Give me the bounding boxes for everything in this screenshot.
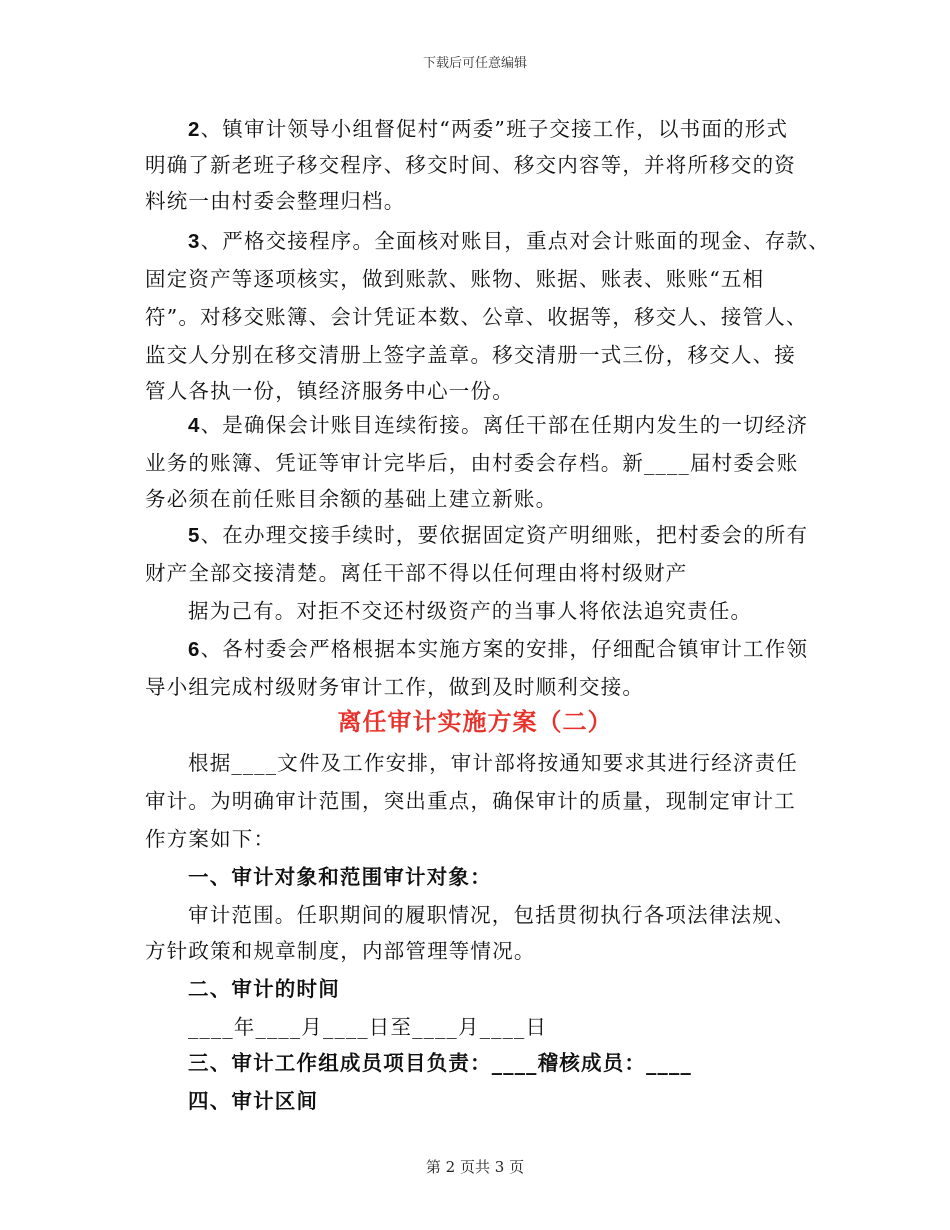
paragraph-4-line-1 — [188, 406, 808, 444]
page-header: 下载后可任意编辑 — [422, 56, 527, 71]
paragraph-3-line-2: 固定资产等逐项核实，做到账款、账物、账据、账表、账账“五相 — [145, 267, 765, 291]
item-number: 6 — [188, 638, 201, 661]
paragraph-6-line-2: 导小组完成村级财务审计工作，做到及时顺利交接。 — [145, 675, 645, 699]
intro-line-2: 审计。为明确审计范围，突出重点，确保审计的质量，现制定审计工 — [145, 789, 796, 813]
line-text: 、严格交接程序。全面核对账目，重点对会计账面的现金、存款、 — [200, 229, 830, 253]
line-text: 、各村委会严格根据本实施方案的安排，仔细配合镇审计工作领 — [200, 637, 809, 661]
paragraph-2-line-3: 料统一由村委会整理归档。 — [145, 189, 406, 213]
paragraph-3-line-1 — [188, 222, 830, 260]
item-number: 4 — [188, 414, 201, 437]
paragraph-3-line-3: 符”。对移交账簿、会计凭证本数、公章、收据等，移交人、接管人、 — [145, 305, 808, 329]
paragraph-6-line-1 — [188, 630, 808, 668]
heading-4: 四、审计区间 — [188, 1089, 319, 1113]
heading-2: 二、审计的时间 — [188, 977, 340, 1001]
item-number: 5 — [188, 524, 201, 547]
paragraph-4-line-2: 业务的账簿、凭证等审计完毕后，由村委会存档。新____届村委会账 — [145, 451, 799, 475]
paragraph-3-line-4: 监交人分别在移交清册上签字盖章。移交清册一式三份，移交人、接 — [145, 343, 796, 367]
heading-1: 一、审计对象和范围审计对象： — [188, 865, 492, 889]
item-number: 2 — [188, 118, 201, 141]
audit-date-line: ____年____月____日至____月____日 — [188, 1015, 548, 1039]
intro-line-3: 作方案如下： — [145, 827, 276, 851]
line-text: 、是确保会计账目连续衔接。离任干部在任期内发生的一切经济 — [200, 413, 809, 437]
paragraph-5-line-3: 据为己有。对拒不交还村级资产的当事人将依法追究责任。 — [188, 599, 753, 623]
intro-line-1: 根据____文件及工作安排，审计部将按通知要求其进行经济责任 — [188, 751, 798, 775]
paragraph-5-line-2: 财产全部交接清楚。离任干部不得以任何理由将村级财产 — [145, 561, 688, 585]
scope-line-1: 审计范围。任职期间的履职情况，包括贯彻执行各项法律法规、 — [188, 903, 796, 927]
item-number: 3 — [188, 230, 201, 253]
paragraph-2-line-1 — [188, 110, 788, 148]
line-text: 、镇审计领导小组督促村“两委”班子交接工作，以书面的形式 — [200, 117, 789, 141]
heading-3: 三、审计工作组成员项目负责：____稽核成员：____ — [188, 1051, 692, 1075]
section-title: 离任审计实施方案（二） — [337, 707, 613, 736]
scope-line-2: 方针政策和规章制度，内部管理等情况。 — [145, 939, 536, 963]
paragraph-2-line-2: 明确了新老班子移交程序、移交时间、移交内容等，并将所移交的资 — [145, 153, 796, 177]
line-text: 、在办理交接手续时，要依据固定资产明细账，把村委会的所有 — [200, 523, 809, 547]
paragraph-5-line-1 — [188, 516, 808, 554]
paragraph-4-line-3: 务必须在前任账目余额的基础上建立新账。 — [145, 487, 558, 511]
paragraph-3-line-5: 管人各执一份，镇经济服务中心一份。 — [145, 379, 514, 403]
page-footer: 第 2 页共 3 页 — [425, 1158, 525, 1176]
